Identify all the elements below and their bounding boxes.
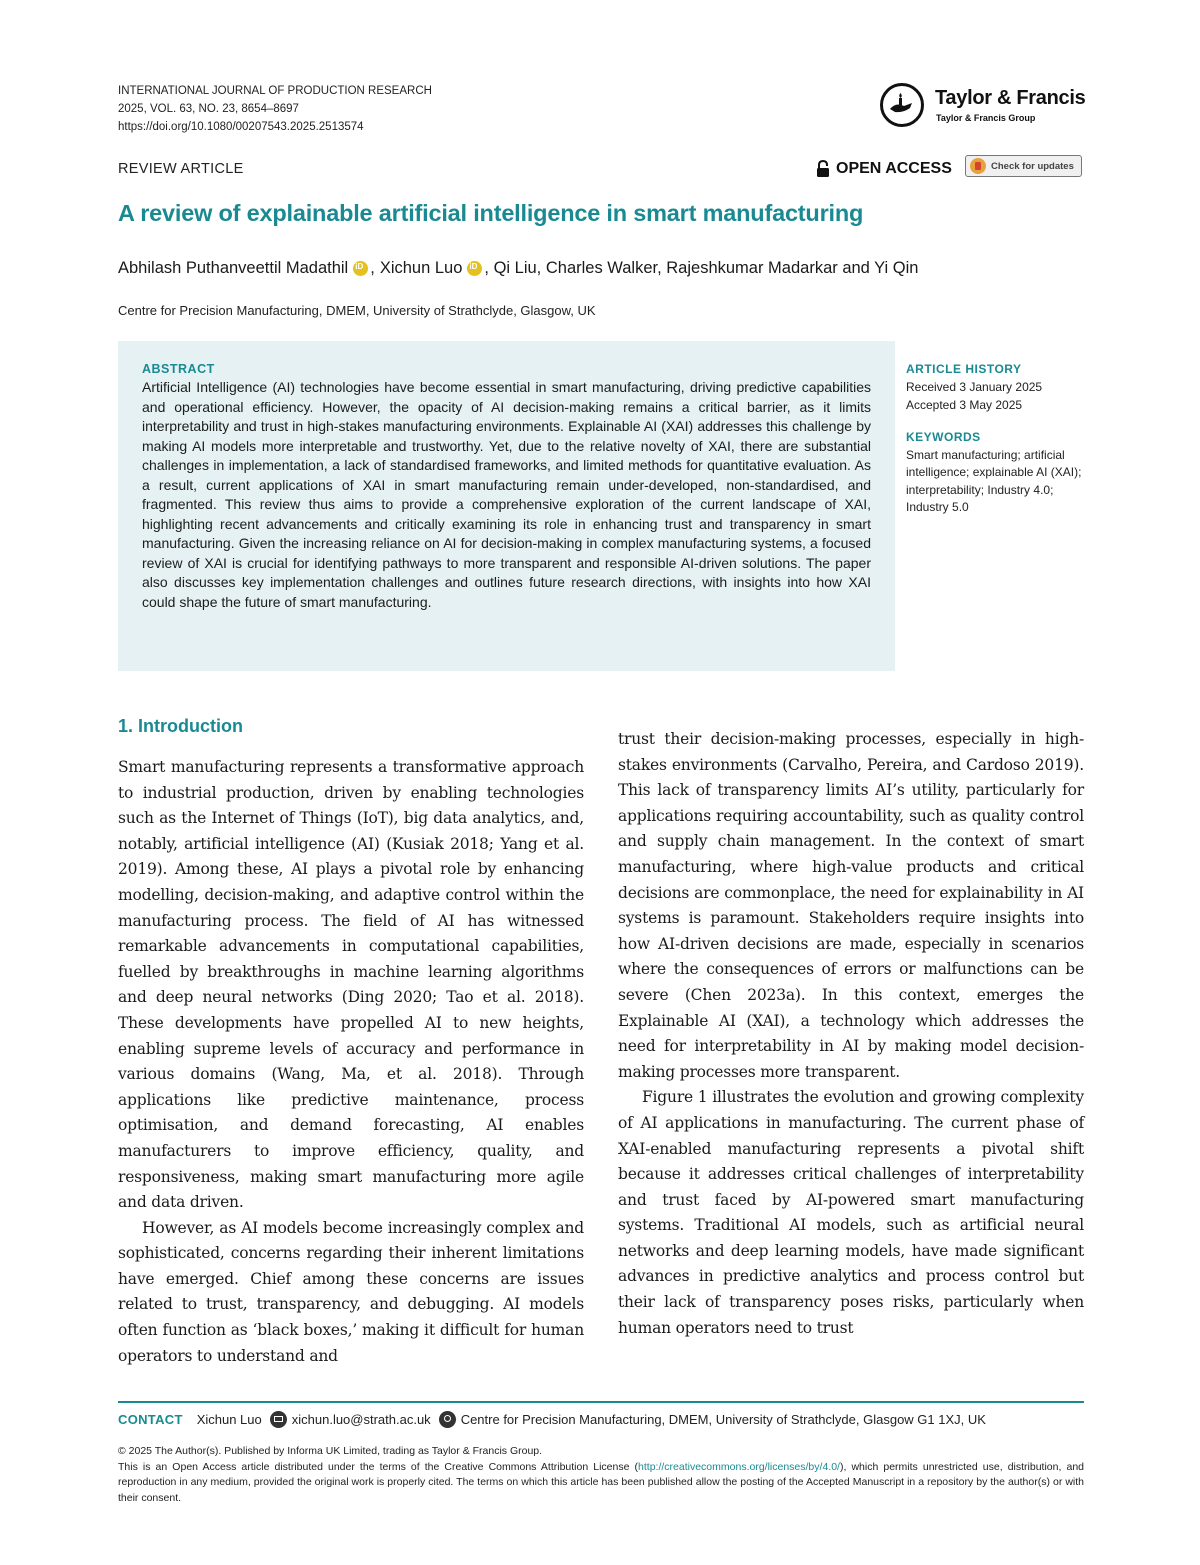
contact-email[interactable]: xichun.luo@strath.ac.uk <box>291 1412 431 1427</box>
article-type: REVIEW ARTICLE <box>118 161 244 177</box>
check-updates-button[interactable] <box>965 155 1082 177</box>
affiliation: Centre for Precision Manufacturing, DMEM, University of Strathclyde, Glasgow, UK <box>118 303 596 318</box>
paragraph: Figure 1 illustrates the evolution and growing complexity of AI applications in manufacturing. The current phase of XAI-enabled manufacturing represents a pivotal shift because it addresses critical challenges of interpretability and trust faced by AI-powered smart manufacturing systems. Traditional AI models, such as artificial neural networks and deep learning models, have made significant advances in predictive analytics and process control but their lack of transparency poses risks, particularly when human operators need to trust <box>618 1088 1084 1337</box>
open-access-label: OPEN ACCESS <box>836 160 952 177</box>
legal-notice <box>118 1444 1084 1506</box>
contact-line <box>118 1411 986 1428</box>
copyright: © 2025 The Author(s). Published by Informa UK Limited, trading as Taylor & Francis Group. <box>118 1445 543 1457</box>
lock-icon <box>816 160 830 178</box>
license-text <box>118 1460 1084 1507</box>
abstract-text: Artificial Intelligence (AI) technologies have become essential in smart manufacturing, driving predictive capabilities and operational efficiency. However, the opacity of AI decision-making remains a critical barrier, as it limits interpretability and trust in high-stakes manufacturing environments. Explainable AI (XAI) addresses this challenge by making AI models more interpretable and trustworthy. Yet, due to the relative novelty of XAI, there are substantial challenges in implementation, a lack of standardised frameworks, and limited methods for quantitative evaluation. As a result, current applications of XAI in smart manufacturing remain under-developed, non-standardised, and fragmented. This review thus aims to provide a comprehensive exploration of the current landscape of XAI, highlighting recent advancements and critically examining its role in enhancing trust and transparency in smart manufacturing. Given the increasing reliance on AI for decision-making in complex manufacturing systems, a focused review of XAI is crucial for identifying pathways to more transparent and responsible AI-driven solutions. The paper also discusses key implementation challenges and outlines future research directions, with insights into how XAI could shape the future of smart manufacturing. <box>142 379 871 610</box>
history-received: Received 3 January 2025 <box>906 380 1043 394</box>
section-heading: 1. Introduction <box>118 716 243 736</box>
paragraph: trust their decision-making processes, especially in high-stakes environments (Carvalho, Pereira, and Cardoso 2019). This lack of transparency limits AI’s utility, particularly for applications requiring accountability, such as quality control and supply chain management. In the context of smart manufacturing, where high-value products and critical decisions are commonplace, the need for explainability in AI systems is paramount. Stakeholders require insights into how AI-driven decisions are made, especially in scenarios where the consequences of errors or malfunctions can be severe (Chen 2023a). In this context, emerges the Explainable AI (XAI), a technology which addresses the need for interpretability in AI by making model decision-making processes more transparent. <box>618 730 1084 1081</box>
author-2[interactable]: Xichun Luo <box>379 259 463 277</box>
contact-name: Xichun Luo <box>196 1412 262 1427</box>
author-separator: , <box>370 259 375 277</box>
orcid-icon[interactable] <box>353 261 368 276</box>
license-suffix: ), which permits unrestricted use, distribution, and reproduction in any medium, provided the original work is properly cited. The terms on which this article has been published allow the posting of the Accepted Manuscript in a repository by the author(s) or with their consent. <box>118 1460 1084 1504</box>
keywords-heading: KEYWORDS <box>906 430 981 444</box>
keywords-text: Smart manufacturing; artificial intelligence; explainable AI (XAI); interpretability; Industry 4.0; Industry 5.0 <box>906 447 1082 514</box>
journal-doi[interactable]: https://doi.org/10.1080/00207543.2025.2513574 <box>118 121 364 133</box>
journal-name: INTERNATIONAL JOURNAL OF PRODUCTION RESEARCH <box>118 85 432 97</box>
abstract-heading: ABSTRACT <box>142 362 215 376</box>
publisher-group: Taylor & Francis Group <box>936 113 1036 123</box>
crossmark-icon <box>970 158 986 174</box>
location-icon <box>439 1411 456 1428</box>
author-1[interactable]: Abhilash Puthanveettil Madathil <box>118 259 349 277</box>
publisher-logo[interactable] <box>880 83 1090 133</box>
journal-info <box>118 82 432 136</box>
lamp-icon <box>880 83 924 127</box>
journal-volume: 2025, VOL. 63, NO. 23, 8654–8697 <box>118 103 299 115</box>
email-icon <box>270 1411 287 1428</box>
author-rest: , Qi Liu, Charles Walker, Rajeshkumar Madarkar and Yi Qin <box>484 259 919 277</box>
license-prefix: This is an Open Access article distributed under the terms of the Creative Commons Attribution License ( <box>118 1460 639 1473</box>
contact-heading: CONTACT <box>118 1412 183 1427</box>
paragraph: Smart manufacturing represents a transformative approach to industrial production, driven by enabling technologies such as the Internet of Things (IoT), big data analytics, and, notably, artificial intelligence (AI) (Kusiak 2018; Yang et al. 2019). Among these, AI plays a pivotal role by enhancing modelling, decision-making, and adaptive control within the manufacturing process. The field of AI has witnessed remarkable advancements in computational capabilities, fuelled by breakthroughs in machine learning algorithms and deep neural networks (Ding 2020; Tao et al. 2018). These developments have propelled AI to new heights, enabling supreme levels of accuracy and performance in various domains (Wang, Ma, et al. 2018). Through applications like predictive maintenance, process optimisation, and demand forecasting, AI enables manufacturers to improve efficiency, quality, and responsiveness, making smart manufacturing more agile and data driven. <box>118 758 584 1212</box>
publisher-name: Taylor & Francis <box>935 87 1086 109</box>
footer-divider <box>118 1401 1084 1403</box>
license-link[interactable]: http://creativecommons.org/licenses/by/4.0/ <box>638 1460 840 1473</box>
orcid-icon[interactable] <box>467 261 482 276</box>
article-title: A review of explainable artificial intelligence in smart manufacturing <box>118 200 864 226</box>
contact-address: Centre for Precision Manufacturing, DMEM, University of Strathclyde, Glasgow G1 1XJ, UK <box>460 1412 986 1427</box>
keywords <box>906 429 1096 517</box>
paragraph: However, as AI models become increasingly complex and sophisticated, concerns regarding their inherent limitations have emerged. Chief among these concerns are issues related to trust, transparency, and debugging. AI models often function as ‘black boxes,’ making it difficult for human operators to understand and <box>118 1218 584 1365</box>
abstract-box <box>118 341 895 671</box>
history-heading: ARTICLE HISTORY <box>906 362 1022 376</box>
author-list <box>118 259 918 278</box>
open-access-badge <box>816 160 952 178</box>
article-history <box>906 360 1096 414</box>
history-accepted: Accepted 3 May 2025 <box>906 398 1023 412</box>
body-column-left <box>118 755 584 1369</box>
body-column-right <box>618 727 1084 1341</box>
check-updates-label: Check for updates <box>991 160 1074 172</box>
